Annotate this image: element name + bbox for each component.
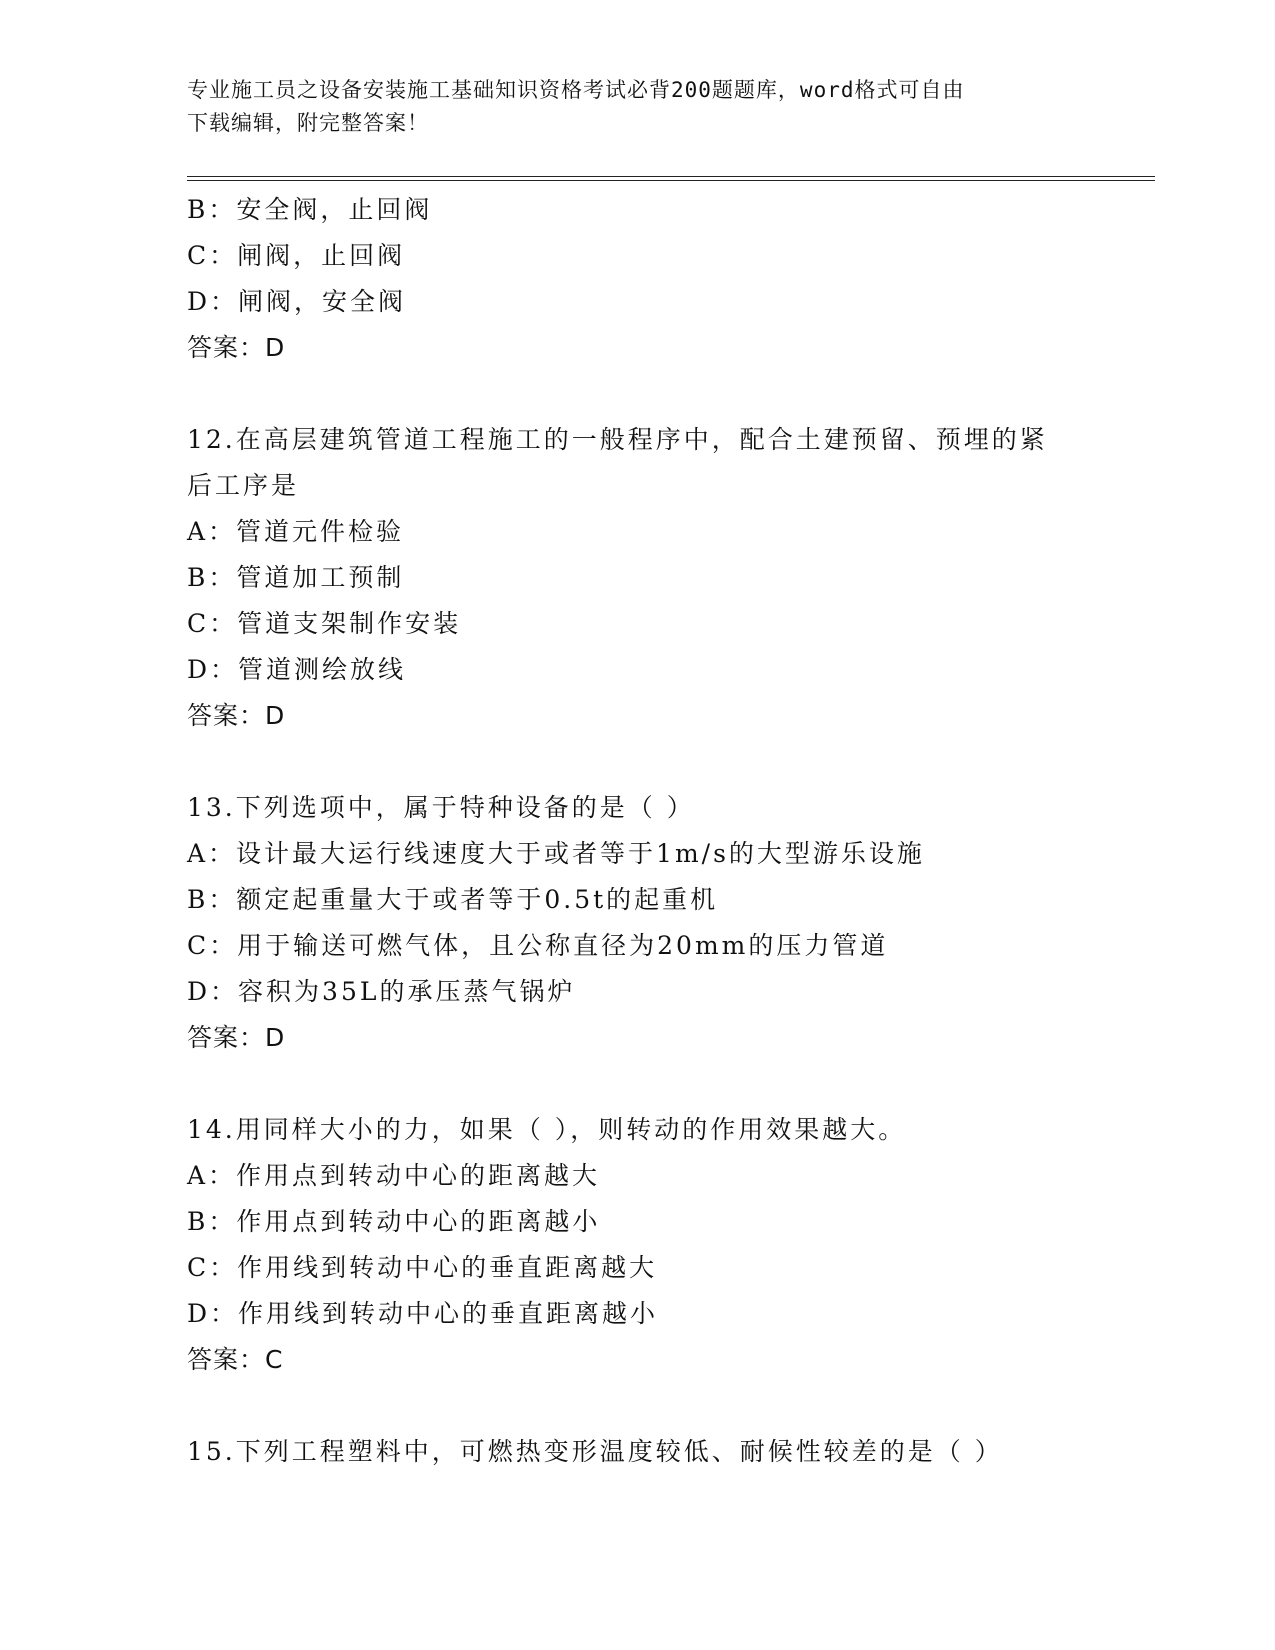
option-d: D：容积为35L的承压蒸气锅炉 [187, 977, 576, 1006]
question-12 [187, 417, 1107, 739]
question-text: 14.用同样大小的力，如果（ ），则转动的作用效果越大。 [187, 1115, 907, 1144]
option-b: B：作用点到转动中心的距离越小 [187, 1207, 601, 1236]
option-d: D：管道测绘放线 [187, 655, 407, 684]
spacer [187, 371, 1107, 417]
option-b: B：管道加工预制 [187, 563, 405, 592]
option-a: A：管道元件检验 [187, 517, 405, 546]
option-d: D：闸阀，安全阀 [187, 287, 407, 316]
question-text: 13.下列选项中，属于特种设备的是（ ） [187, 793, 695, 822]
question-list [187, 187, 1107, 1475]
question-text-line-1: 12.在高层建筑管道工程施工的一般程序中，配合土建预留、预埋的紧 [187, 425, 1048, 454]
spacer [187, 739, 1107, 785]
document-header [187, 74, 1067, 140]
spacer [187, 1383, 1107, 1429]
question-14 [187, 1107, 1107, 1383]
question-15 [187, 1429, 1107, 1475]
option-a: A：设计最大运行线速度大于或者等于1m/s的大型游乐设施 [187, 839, 925, 868]
question-13 [187, 785, 1107, 1061]
option-c: C：闸阀，止回阀 [187, 241, 406, 270]
header-line-2: 下载编辑，附完整答案！ [187, 111, 429, 135]
option-d: D：作用线到转动中心的垂直距离越小 [187, 1299, 659, 1328]
spacer [187, 1061, 1107, 1107]
answer: 答案：D [187, 701, 286, 730]
option-a: A：作用点到转动中心的距离越大 [187, 1161, 601, 1190]
question-11 [187, 187, 1107, 371]
question-text: 15.下列工程塑料中，可燃热变形温度较低、耐候性较差的是（ ） [187, 1437, 1003, 1466]
answer: 答案：C [187, 1345, 284, 1374]
question-text-line-2: 后工序是 [187, 471, 300, 500]
option-c: C：用于输送可燃气体，且公称直径为20mm的压力管道 [187, 931, 889, 960]
header-divider [187, 176, 1155, 181]
answer: 答案：D [187, 1023, 286, 1052]
option-c: C：作用线到转动中心的垂直距离越大 [187, 1253, 658, 1282]
option-b: B：安全阀，止回阀 [187, 195, 433, 224]
option-c: C：管道支架制作安装 [187, 609, 462, 638]
header-line-1: 专业施工员之设备安装施工基础知识资格考试必背200题题库，word格式可自由 [187, 78, 965, 102]
answer: 答案：D [187, 333, 286, 362]
option-b: B：额定起重量大于或者等于0.5t的起重机 [187, 885, 719, 914]
